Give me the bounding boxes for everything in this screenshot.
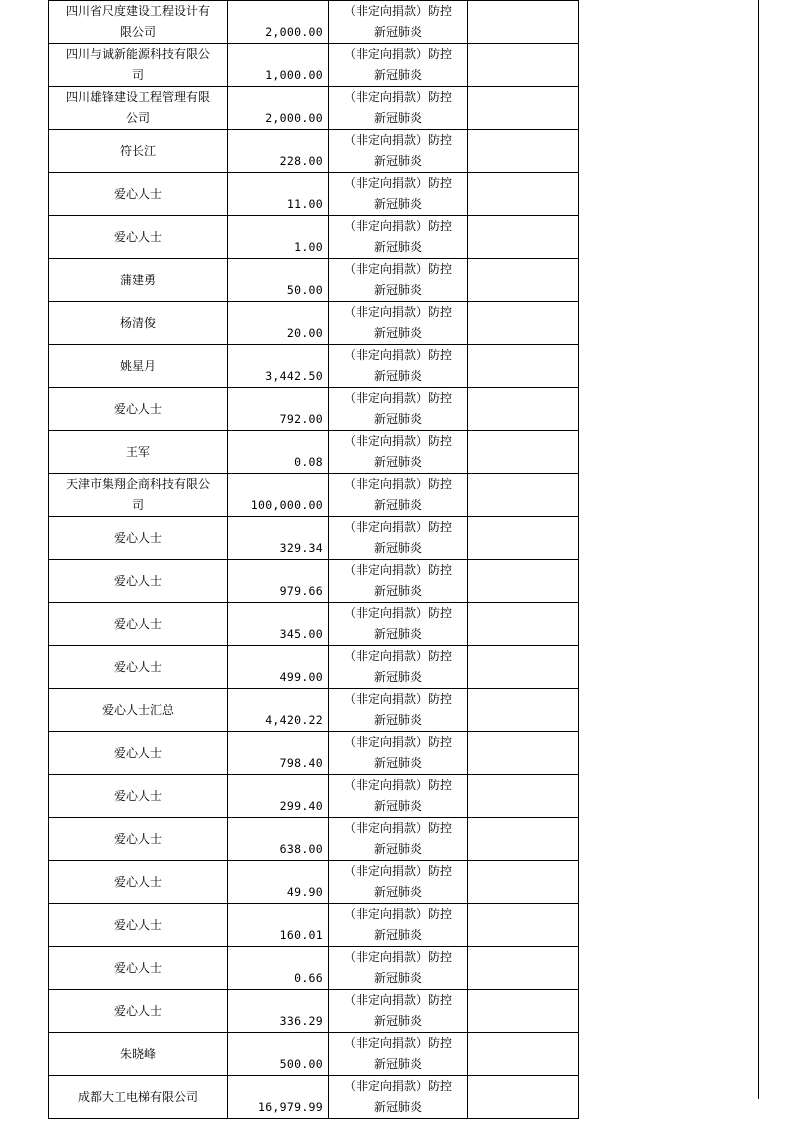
donor-name-line: 蒲建勇 (119, 272, 156, 287)
donor-cell (49, 517, 228, 560)
purpose-line: （非定向捐款）防控 (343, 520, 452, 534)
amount-cell: 0.08 (228, 431, 329, 474)
donor-name-line: 爱心人士 (113, 573, 162, 588)
amount-cell: 11.00 (228, 173, 329, 216)
amount-cell: 50.00 (228, 259, 329, 302)
table-row (49, 1, 579, 44)
empty-cell (468, 87, 579, 130)
purpose-line: （非定向捐款）防控 (343, 4, 452, 18)
donor-name-line: 爱心人士 (113, 229, 162, 244)
purpose-line: （非定向捐款）防控 (343, 778, 452, 792)
donor-cell (49, 775, 228, 818)
donor-cell (49, 1076, 228, 1119)
amount-cell: 228.00 (228, 130, 329, 173)
table-row (49, 560, 579, 603)
purpose-line: 新冠肺炎 (373, 283, 422, 297)
amount-cell: 500.00 (228, 1033, 329, 1076)
amount-cell: 3,442.50 (228, 345, 329, 388)
purpose-cell (329, 216, 468, 259)
far-right-rule (758, 0, 759, 1099)
purpose-line: （非定向捐款）防控 (343, 563, 452, 577)
donor-name-line: 爱心人士 (113, 530, 162, 545)
purpose-line: 新冠肺炎 (373, 885, 422, 899)
amount-cell: 979.66 (228, 560, 329, 603)
donor-cell (49, 990, 228, 1033)
purpose-cell (329, 44, 468, 87)
empty-cell (468, 259, 579, 302)
donor-cell (49, 818, 228, 861)
donor-name-line: 爱心人士 (113, 616, 162, 631)
purpose-cell (329, 345, 468, 388)
right-rule-middle (578, 507, 579, 803)
purpose-line: 新冠肺炎 (373, 240, 422, 254)
purpose-cell (329, 302, 468, 345)
donor-name-line: 符长江 (119, 143, 156, 158)
purpose-cell (329, 689, 468, 732)
purpose-line: 新冠肺炎 (373, 713, 422, 727)
purpose-cell (329, 130, 468, 173)
purpose-line: 新冠肺炎 (373, 197, 422, 211)
amount-cell: 16,979.99 (228, 1076, 329, 1119)
purpose-line: 新冠肺炎 (373, 928, 422, 942)
amount-cell: 792.00 (228, 388, 329, 431)
donor-name-line: 爱心人士 (113, 917, 162, 932)
table-row (49, 173, 579, 216)
empty-cell (468, 44, 579, 87)
purpose-cell (329, 818, 468, 861)
donor-cell (49, 646, 228, 689)
donor-name-line: 公司 (125, 111, 150, 125)
purpose-line: 新冠肺炎 (373, 670, 422, 684)
purpose-line: （非定向捐款）防控 (343, 735, 452, 749)
purpose-cell (329, 861, 468, 904)
purpose-cell (329, 1, 468, 44)
purpose-line: 新冠肺炎 (373, 541, 422, 555)
table-row (49, 388, 579, 431)
purpose-cell (329, 517, 468, 560)
empty-cell (468, 345, 579, 388)
donor-cell (49, 87, 228, 130)
table-row (49, 1033, 579, 1076)
donor-name-line: 爱心人士 (113, 1003, 162, 1018)
purpose-line: （非定向捐款）防控 (343, 950, 452, 964)
empty-cell (468, 474, 579, 517)
purpose-line: （非定向捐款）防控 (343, 907, 452, 921)
table-row (49, 775, 579, 818)
donor-name-line: 爱心人士 (113, 960, 162, 975)
table-row (49, 646, 579, 689)
donor-name-line: 爱心人士 (113, 186, 162, 201)
donor-name-line: 司 (131, 498, 144, 512)
purpose-line: （非定向捐款）防控 (343, 133, 452, 147)
table-row (49, 431, 579, 474)
table-row (49, 302, 579, 345)
purpose-line: （非定向捐款）防控 (343, 821, 452, 835)
empty-cell (468, 689, 579, 732)
purpose-line: （非定向捐款）防控 (343, 1079, 452, 1093)
amount-cell: 499.00 (228, 646, 329, 689)
table-row (49, 216, 579, 259)
empty-cell (468, 173, 579, 216)
purpose-cell (329, 87, 468, 130)
purpose-line: （非定向捐款）防控 (343, 176, 452, 190)
purpose-line: 新冠肺炎 (373, 412, 422, 426)
purpose-cell (329, 1076, 468, 1119)
table-row (49, 603, 579, 646)
table-row (49, 345, 579, 388)
purpose-line: （非定向捐款）防控 (343, 649, 452, 663)
amount-cell: 49.90 (228, 861, 329, 904)
purpose-line: （非定向捐款）防控 (343, 348, 452, 362)
donor-name-line: 爱心人士 (113, 831, 162, 846)
donor-cell (49, 1, 228, 44)
donation-table (48, 0, 579, 1119)
empty-cell (468, 1033, 579, 1076)
table-row (49, 732, 579, 775)
purpose-cell (329, 947, 468, 990)
amount-cell: 160.01 (228, 904, 329, 947)
donor-cell (49, 904, 228, 947)
purpose-line: （非定向捐款）防控 (343, 993, 452, 1007)
donor-name-line: 四川与诚新能源科技有限公 (65, 47, 210, 61)
purpose-line: （非定向捐款）防控 (343, 477, 452, 491)
empty-cell (468, 302, 579, 345)
empty-cell (468, 947, 579, 990)
donor-name-line: 王军 (125, 444, 150, 459)
purpose-line: （非定向捐款）防控 (343, 219, 452, 233)
purpose-line: 新冠肺炎 (373, 154, 422, 168)
donor-cell (49, 474, 228, 517)
purpose-line: 新冠肺炎 (373, 455, 422, 469)
donor-cell (49, 732, 228, 775)
purpose-line: （非定向捐款）防控 (343, 262, 452, 276)
purpose-line: 新冠肺炎 (373, 1100, 422, 1114)
purpose-line: （非定向捐款）防控 (343, 90, 452, 104)
donor-cell (49, 947, 228, 990)
empty-cell (468, 646, 579, 689)
purpose-cell (329, 990, 468, 1033)
purpose-line: （非定向捐款）防控 (343, 864, 452, 878)
table-row (49, 861, 579, 904)
donor-cell (49, 689, 228, 732)
empty-cell (468, 775, 579, 818)
purpose-line: （非定向捐款）防控 (343, 606, 452, 620)
table-row (49, 474, 579, 517)
purpose-cell (329, 775, 468, 818)
table-row (49, 818, 579, 861)
amount-cell: 1.00 (228, 216, 329, 259)
donor-cell (49, 130, 228, 173)
purpose-line: 新冠肺炎 (373, 68, 422, 82)
donor-cell (49, 431, 228, 474)
empty-cell (468, 990, 579, 1033)
donor-cell (49, 1033, 228, 1076)
donor-cell (49, 388, 228, 431)
purpose-cell (329, 173, 468, 216)
amount-cell: 336.29 (228, 990, 329, 1033)
empty-cell (468, 216, 579, 259)
donor-name-line: 爱心人士 (113, 874, 162, 889)
empty-cell (468, 1076, 579, 1119)
purpose-line: （非定向捐款）防控 (343, 1036, 452, 1050)
empty-cell (468, 388, 579, 431)
purpose-line: 新冠肺炎 (373, 756, 422, 770)
donor-cell (49, 861, 228, 904)
amount-cell: 0.66 (228, 947, 329, 990)
purpose-line: 新冠肺炎 (373, 971, 422, 985)
donor-name-line: 爱心人士 (113, 745, 162, 760)
purpose-line: 新冠肺炎 (373, 111, 422, 125)
donor-cell (49, 302, 228, 345)
empty-cell (468, 861, 579, 904)
purpose-line: 新冠肺炎 (373, 1057, 422, 1071)
purpose-cell (329, 646, 468, 689)
donor-name-line: 爱心人士汇总 (101, 702, 174, 717)
donor-name-line: 爱心人士 (113, 401, 162, 416)
donor-name-line: 司 (131, 68, 144, 82)
purpose-line: （非定向捐款）防控 (343, 391, 452, 405)
purpose-cell (329, 431, 468, 474)
amount-cell: 20.00 (228, 302, 329, 345)
empty-cell (468, 818, 579, 861)
purpose-line: 新冠肺炎 (373, 584, 422, 598)
purpose-cell (329, 732, 468, 775)
purpose-line: 新冠肺炎 (373, 25, 422, 39)
donor-name-line: 限公司 (119, 25, 156, 39)
donor-cell (49, 259, 228, 302)
empty-cell (468, 1, 579, 44)
donor-name-line: 姚星月 (119, 358, 156, 373)
empty-cell (468, 904, 579, 947)
purpose-line: （非定向捐款）防控 (343, 47, 452, 61)
empty-cell (468, 560, 579, 603)
purpose-line: 新冠肺炎 (373, 326, 422, 340)
purpose-line: （非定向捐款）防控 (343, 305, 452, 319)
purpose-line: 新冠肺炎 (373, 369, 422, 383)
donor-name-line: 天津市集翔企商科技有限公 (65, 477, 210, 491)
donor-cell (49, 560, 228, 603)
purpose-line: 新冠肺炎 (373, 1014, 422, 1028)
purpose-cell (329, 904, 468, 947)
amount-cell: 2,000.00 (228, 1, 329, 44)
purpose-line: （非定向捐款）防控 (343, 692, 452, 706)
donor-name-line: 爱心人士 (113, 659, 162, 674)
table-row (49, 44, 579, 87)
table-row (49, 947, 579, 990)
amount-cell: 2,000.00 (228, 87, 329, 130)
table-row (49, 259, 579, 302)
donor-cell (49, 173, 228, 216)
empty-cell (468, 517, 579, 560)
right-rule-upper (578, 0, 579, 210)
purpose-cell (329, 603, 468, 646)
table-row (49, 87, 579, 130)
purpose-cell (329, 1033, 468, 1076)
empty-cell (468, 732, 579, 775)
purpose-cell (329, 259, 468, 302)
amount-cell: 638.00 (228, 818, 329, 861)
donor-cell (49, 44, 228, 87)
donor-name-line: 朱晓峰 (119, 1046, 156, 1061)
donor-cell (49, 345, 228, 388)
purpose-cell (329, 388, 468, 431)
amount-cell: 798.40 (228, 732, 329, 775)
amount-cell: 299.40 (228, 775, 329, 818)
donor-name-line: 杨清俊 (119, 315, 156, 330)
donor-cell (49, 216, 228, 259)
amount-cell: 329.34 (228, 517, 329, 560)
amount-cell: 4,420.22 (228, 689, 329, 732)
donor-name-line: 四川雄锋建设工程管理有限 (65, 90, 210, 104)
empty-cell (468, 431, 579, 474)
table-row (49, 689, 579, 732)
empty-cell (468, 603, 579, 646)
table-row (49, 990, 579, 1033)
table-row (49, 517, 579, 560)
purpose-line: 新冠肺炎 (373, 498, 422, 512)
donor-cell (49, 603, 228, 646)
purpose-line: （非定向捐款）防控 (343, 434, 452, 448)
amount-cell: 345.00 (228, 603, 329, 646)
empty-cell (468, 130, 579, 173)
amount-cell: 1,000.00 (228, 44, 329, 87)
purpose-line: 新冠肺炎 (373, 627, 422, 641)
amount-cell: 100,000.00 (228, 474, 329, 517)
table-row (49, 130, 579, 173)
donation-table-body (49, 1, 579, 1119)
right-rule-lower (578, 1017, 579, 1099)
table-row (49, 1076, 579, 1119)
purpose-cell (329, 560, 468, 603)
donor-name-line: 成都大工电梯有限公司 (77, 1089, 198, 1104)
purpose-line: 新冠肺炎 (373, 799, 422, 813)
donor-name-line: 爱心人士 (113, 788, 162, 803)
table-row (49, 904, 579, 947)
purpose-line: 新冠肺炎 (373, 842, 422, 856)
purpose-cell (329, 474, 468, 517)
donor-name-line: 四川省尺度建设工程设计有 (65, 4, 210, 18)
